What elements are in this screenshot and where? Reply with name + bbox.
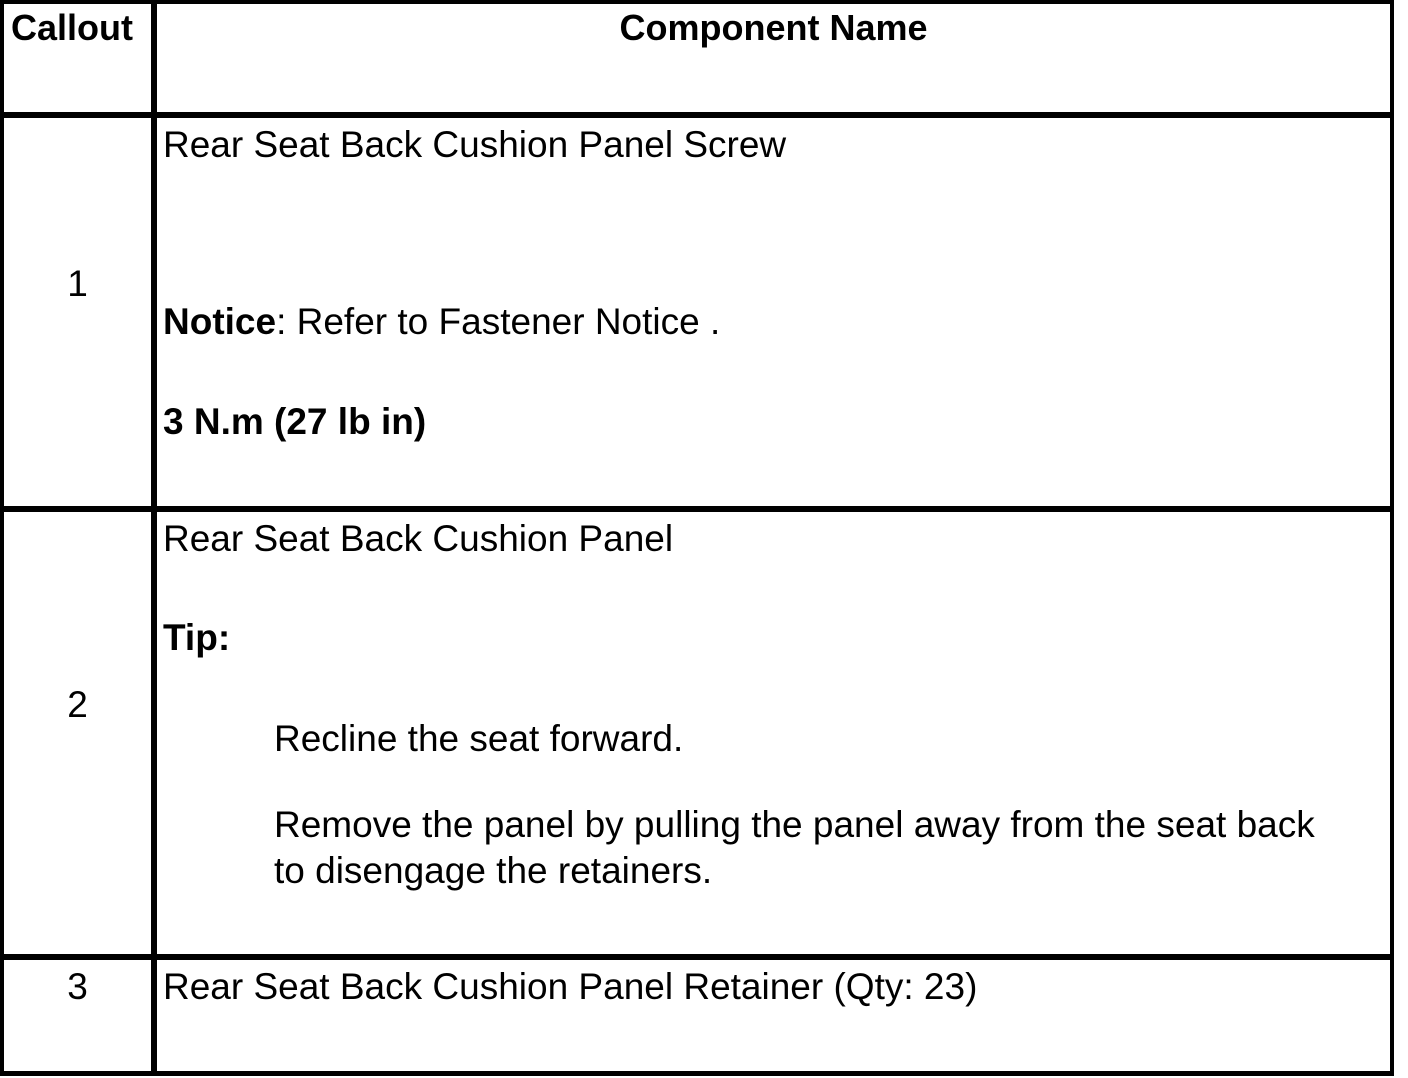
row-3-callout: 3 bbox=[67, 966, 88, 1007]
row-3-component-name: Rear Seat Back Cushion Panel Retainer (Qty: 23) bbox=[163, 966, 978, 1007]
row-1-notice bbox=[163, 300, 720, 344]
table-border-bottom bbox=[0, 1071, 1394, 1076]
table-border-right bbox=[1390, 0, 1394, 1076]
table-border-left bbox=[0, 0, 4, 1076]
row-2-callout: 2 bbox=[67, 684, 88, 725]
row-2-step-2: Remove the panel by pulling the panel away from the seat back bbox=[274, 804, 1315, 845]
row-2-tip-label: Tip: bbox=[163, 617, 231, 658]
row-divider-header bbox=[0, 112, 1394, 118]
row-1-callout: 1 bbox=[67, 263, 88, 304]
table-border-top bbox=[0, 0, 1394, 4]
header-component-name: Component Name bbox=[619, 7, 928, 48]
row-1-torque: 3 N.m (27 lb in) bbox=[163, 401, 427, 442]
notice-text: : Refer to Fastener Notice . bbox=[276, 301, 721, 342]
column-divider bbox=[151, 0, 157, 1076]
header-callout: Callout bbox=[11, 7, 133, 48]
notice-label: Notice bbox=[163, 301, 277, 342]
row-divider-2 bbox=[0, 954, 1394, 960]
row-1-component-name: Rear Seat Back Cushion Panel Screw bbox=[163, 124, 787, 165]
row-2-component-name: Rear Seat Back Cushion Panel bbox=[163, 518, 674, 559]
row-2-step-2-continued: to disengage the retainers. bbox=[274, 850, 713, 891]
row-divider-1 bbox=[0, 506, 1394, 512]
row-2-step-1: Recline the seat forward. bbox=[274, 718, 684, 759]
